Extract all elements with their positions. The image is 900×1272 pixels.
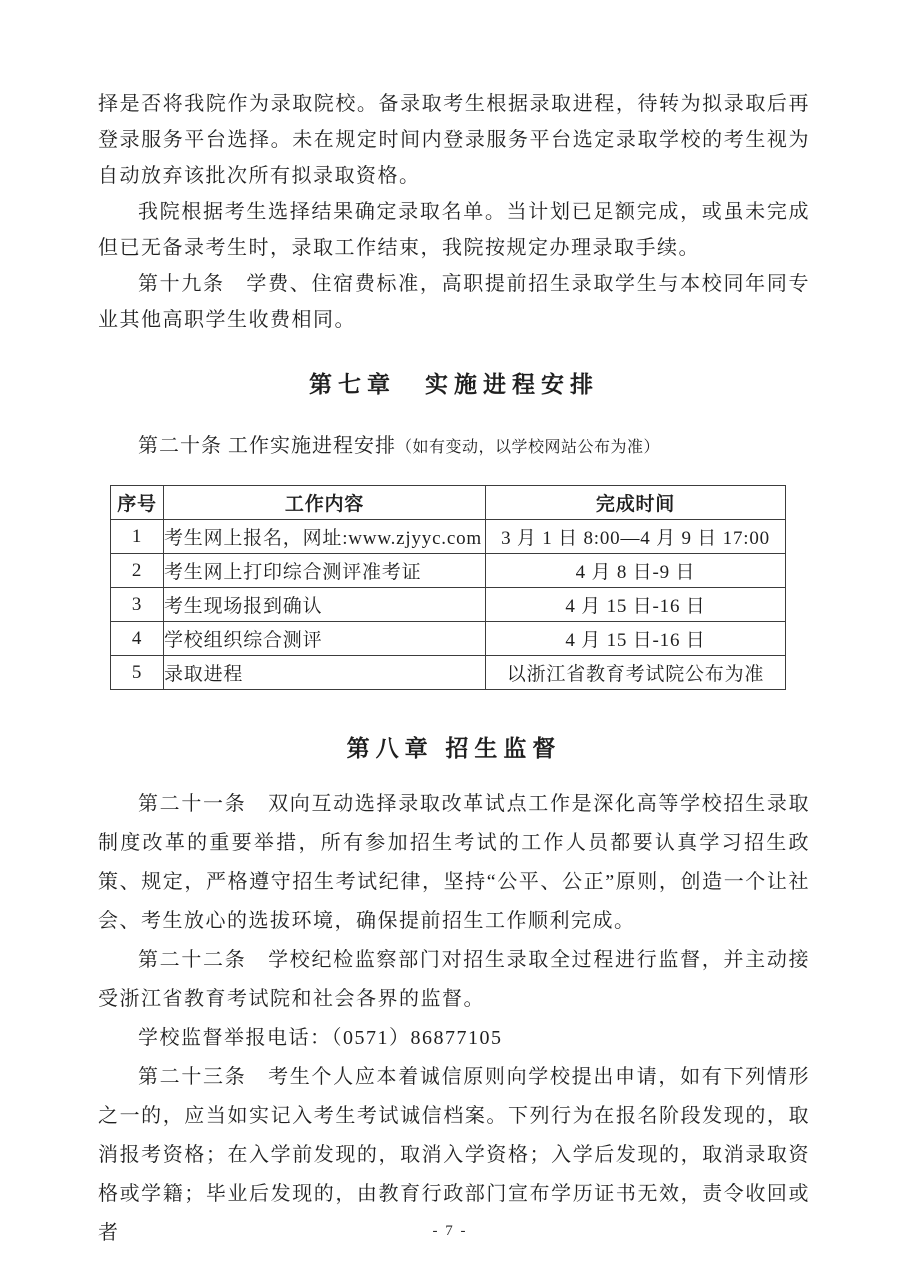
row-task: 考生网上报名，网址:www.zjyyc.com (164, 520, 486, 554)
row-deadline: 3 月 1 日 8:00—4 月 9 日 17:00 (486, 520, 786, 554)
paragraph-article-22: 第二十二条 学校纪检监察部门对招生录取全过程进行监督，并主动接受浙江省教育考试院和社会各界的监督。 (98, 949, 810, 1010)
article-20-main-text: 第二十条 工作实施进程安排 (138, 435, 396, 457)
row-deadline: 以浙江省教育考试院公布为准 (486, 656, 786, 690)
table-row (111, 656, 786, 690)
row-deadline: 4 月 8 日-9 日 (486, 554, 786, 588)
page-number: - 7 - (432, 1223, 468, 1239)
paragraph-admission-list: 我院根据考生选择结果确定录取名单。当计划已足额完成，或虽未完成但已无备录考生时，录取工作结束，我院按规定办理录取手续。 (98, 201, 810, 259)
row-task: 录取进程 (164, 656, 486, 690)
paragraph-article-23: 第二十三条 考生个人应本着诚信原则向学校提出申请，如有下列情形之一的，应当如实记入考生考试诚信档案。下列行为在报名阶段发现的，取消报考资格；在入学前发现的，取消入学资格；入学后发现的，取消录取资格或学籍；毕业后发现的，由教育行政部门宣布学历证书无效，责令收回或者 (98, 1066, 810, 1244)
row-index: 3 (111, 588, 164, 622)
row-deadline: 4 月 15 日-16 日 (486, 588, 786, 622)
table-header-task: 工作内容 (164, 486, 486, 520)
row-task: 考生现场报到确认 (164, 588, 486, 622)
table-row (111, 588, 786, 622)
table-row (111, 554, 786, 588)
row-index: 4 (111, 622, 164, 656)
table-header-row (111, 486, 786, 520)
row-index: 2 (111, 554, 164, 588)
row-index: 5 (111, 656, 164, 690)
chapter-8-title: 第八章 招生监督 (346, 736, 562, 761)
article-20-note: （如有变动，以学校网站公布为准） (396, 439, 661, 456)
paragraph-report-phone: 学校监督举报电话：（0571）86877105 (138, 1027, 503, 1049)
paragraph-article-21: 第二十一条 双向互动选择录取改革试点工作是深化高等学校招生录取制度改革的重要举措，所有参加招生考试的工作人员都要认真学习招生政策、规定，严格遵守招生考试纪律，坚持“公平、公正”原则，创造一个让社会、考生放心的选拔环境，确保提前招生工作顺利完成。 (98, 793, 810, 932)
row-task: 学校组织综合测评 (164, 622, 486, 656)
table-header-index: 序号 (111, 486, 164, 520)
table-row (111, 520, 786, 554)
row-deadline: 4 月 15 日-16 日 (486, 622, 786, 656)
table-row (111, 622, 786, 656)
article-20-heading (98, 429, 810, 465)
paragraph-article-19: 第十九条 学费、住宿费标准，高职提前招生录取学生与本校同年同专业其他高职学生收费相同。 (98, 273, 810, 331)
row-task: 考生网上打印综合测评准考证 (164, 554, 486, 588)
table-header-deadline: 完成时间 (486, 486, 786, 520)
chapter-7-title: 第七章 实施进程安排 (309, 372, 599, 397)
row-index: 1 (111, 520, 164, 554)
chapter-8-body (98, 785, 810, 1253)
paragraph-continuation: 择是否将我院作为录取院校。备录取考生根据录取进程，待转为拟录取后再登录服务平台选择。未在规定时间内登录服务平台选定录取学校的考生视为自动放弃该批次所有拟录取资格。 (98, 93, 810, 187)
schedule-table (110, 485, 786, 690)
